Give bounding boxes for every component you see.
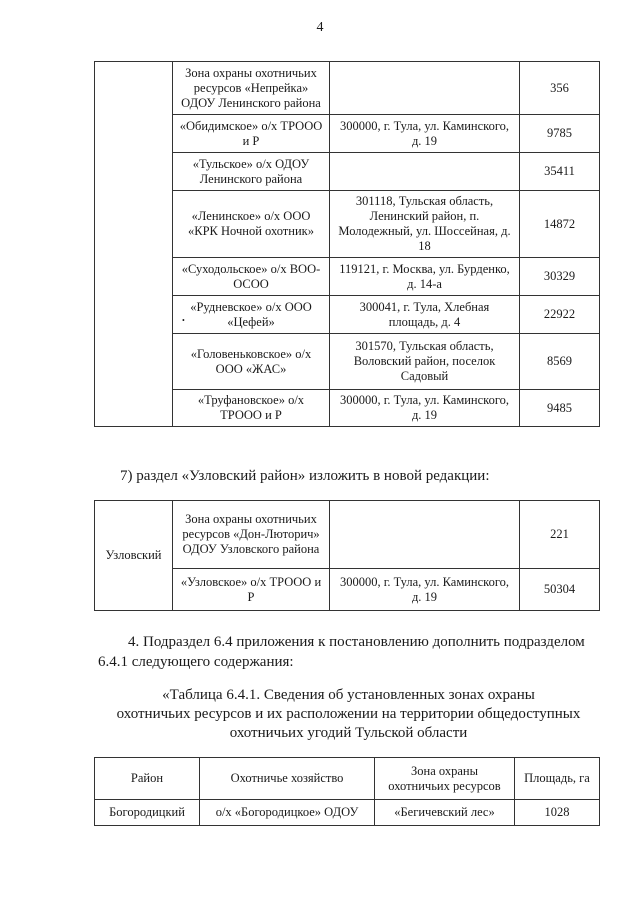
caption-line: охотничьих угодий Тульской области — [229, 725, 468, 741]
address-cell: 300000, г. Тула, ул. Каминского, д. 19 — [330, 390, 520, 427]
address-cell — [330, 501, 520, 569]
zone-cell: Зона охраны охотничьих ресурсов «Непрейка» ОДОУ Ленинского района — [173, 62, 330, 115]
area-cell: 50304 — [520, 569, 600, 611]
column-header-area: Площадь, га — [515, 758, 600, 800]
column-header-zone: Зона охраны охотничьих ресурсов — [375, 758, 515, 800]
district-cell: Богородицкий — [95, 800, 200, 826]
area-cell: 9485 — [520, 390, 600, 427]
table-row — [95, 800, 600, 826]
zone-cell: «Бегичевский лес» — [375, 800, 515, 826]
table-header-row — [95, 758, 600, 800]
area-cell: 1028 — [515, 800, 600, 826]
area-cell: 30329 — [520, 258, 600, 296]
zone-cell: «Обидимское» о/х ТРООО и Р — [173, 115, 330, 153]
area-cell: 22922 — [520, 296, 600, 334]
area-cell: 8569 — [520, 334, 600, 390]
area-cell: 35411 — [520, 153, 600, 191]
paragraph-7: 7) раздел «Узловский район» изложить в новой редакции: — [120, 468, 490, 484]
caption-line: охотничьих ресурсов и их расположении на территории общедоступных — [116, 706, 581, 722]
zone-cell: «Рудневское» о/х ООО «Цефей» — [173, 296, 330, 334]
area-cell: 221 — [520, 501, 600, 569]
district-cell: Узловский — [95, 501, 173, 611]
column-header-farm: Охотничье хозяйство — [200, 758, 375, 800]
area-cell: 356 — [520, 62, 600, 115]
table-row — [95, 62, 600, 115]
table-caption — [96, 686, 601, 743]
address-cell: 300000, г. Тула, ул. Каминского, д. 19 — [330, 115, 520, 153]
address-cell: 119121, г. Москва, ул. Бурденко, д. 14-а — [330, 258, 520, 296]
address-cell: 300000, г. Тула, ул. Каминского, д. 19 — [330, 569, 520, 611]
paragraph-4-text: 4. Подраздел 6.4 приложения к постановлению дополнить подразделом 6.4.1 следующего содержания: — [98, 634, 585, 670]
address-cell — [330, 62, 520, 115]
zone-cell: «Труфановское» о/х ТРООО и Р — [173, 390, 330, 427]
column-header-district: Район — [95, 758, 200, 800]
farm-cell: о/х «Богородицкое» ОДОУ — [200, 800, 375, 826]
zone-cell: «Узловское» о/х ТРООО и Р — [173, 569, 330, 611]
paragraph-4 — [98, 632, 603, 672]
district-cell — [95, 62, 173, 427]
address-cell: 301570, Тульская область, Воловский район, поселок Садовый — [330, 334, 520, 390]
area-cell: 9785 — [520, 115, 600, 153]
caption-line: «Таблица 6.4.1. Сведения об установленных зонах охраны — [162, 687, 535, 703]
zone-cell: «Суходольское» о/х ВОО-ОСОО — [173, 258, 330, 296]
zone-cell: «Головеньковское» о/х ООО «ЖАС» — [173, 334, 330, 390]
hunting-zones-table-continuation — [94, 61, 600, 427]
address-cell: 300041, г. Тула, Хлебная площадь, д. 4 — [330, 296, 520, 334]
page-number: 4 — [316, 20, 324, 35]
table-6-4-1 — [94, 757, 600, 826]
zone-cell: «Тульское» о/х ОДОУ Ленинского района — [173, 153, 330, 191]
zone-cell: Зона охраны охотничьих ресурсов «Дон-Люторич» ОДОУ Узловского района — [173, 501, 330, 569]
uzlovsky-district-table — [94, 500, 600, 611]
address-cell: 301118, Тульская область, Ленинский район, п. Молодежный, ул. Шоссейная, д. 18 — [330, 191, 520, 258]
address-cell — [330, 153, 520, 191]
area-cell: 14872 — [520, 191, 600, 258]
zone-cell: «Ленинское» о/х ООО «КРК Ночной охотник» — [173, 191, 330, 258]
table-row — [95, 501, 600, 569]
stray-mark: • — [182, 316, 185, 325]
